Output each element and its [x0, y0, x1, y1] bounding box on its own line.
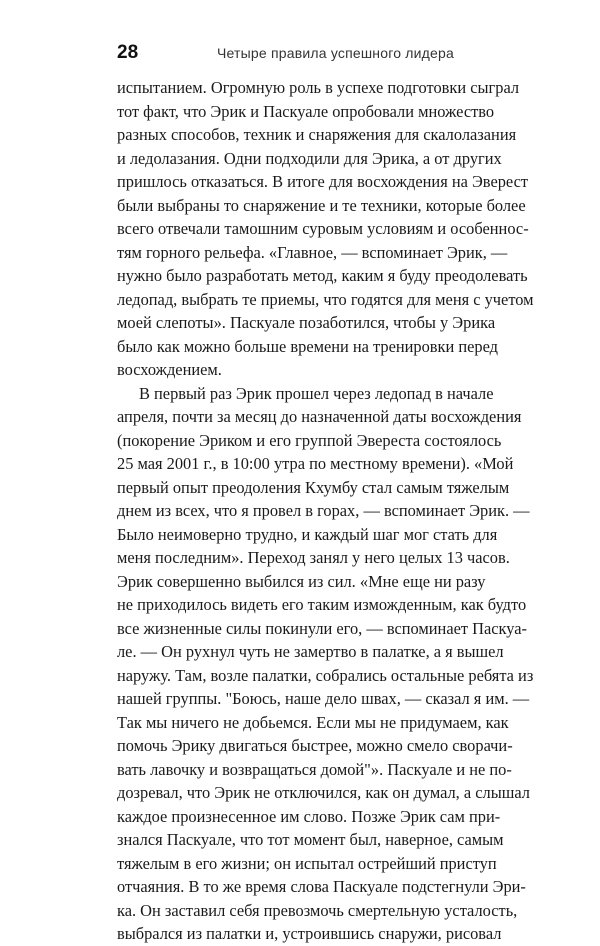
- text-line: ка. Он заставил себя превозмочь смертельную усталость,: [117, 900, 518, 920]
- body-text: [117, 76, 534, 946]
- text-line: помочь Эрику двигаться быстрее, можно смело сворачи-: [117, 736, 513, 755]
- page-header: [117, 42, 487, 66]
- text-line: В первый раз Эрик прошел через ледопад в начале: [139, 383, 494, 403]
- page-number: 28: [117, 42, 139, 63]
- text-line: наружу. Там, возле палатки, собрались остальные ребята из: [117, 665, 534, 685]
- running-title: Четыре правила успешного лидера: [217, 45, 454, 61]
- text-line: Так мы ничего не добьемся. Если мы не придумаем, как: [117, 712, 509, 732]
- text-line: нужно было разработать метод, каким я буду преодолевать: [117, 266, 528, 285]
- text-line: и ледолазания. Одни подходили для Эрика, а от других: [117, 148, 502, 168]
- text-line: тяжелым в его жизни; он испытал острейший приступ: [117, 853, 497, 873]
- text-line: Эрик совершенно выбился из сил. «Мне еще ни разу: [117, 571, 486, 591]
- text-line: отчаяния. В то же время слова Паскуале подстегнули Эри-: [117, 877, 526, 896]
- text-line: тот факт, что Эрик и Паскуале опробовали множество: [117, 101, 495, 121]
- text-line: ле. — Он рухнул чуть не замертво в палатке, а я вышел: [117, 642, 504, 661]
- text-line: меня последним». Переход занял у него целых 13 часов.: [117, 548, 510, 567]
- text-line: всего отвечали тамошним суровым условиям и особеннос-: [117, 219, 529, 238]
- text-line: Было неимоверно трудно, и каждый шаг мог стать для: [117, 524, 498, 544]
- paragraph: [117, 76, 534, 382]
- text-line: восхождением.: [117, 360, 222, 379]
- text-line: все жизненные силы покинули его, — вспоминает Паскуа-: [117, 618, 527, 638]
- paragraph: [117, 382, 534, 946]
- text-line: не приходилось видеть его таким изможденным, как будто: [117, 595, 527, 614]
- text-line: знался Паскуале, что тот момент был, наверное, самым: [117, 830, 504, 849]
- text-line: пришлось отказаться. В итоге для восхождения на Эверест: [117, 172, 529, 191]
- text-line: (покорение Эриком и его группой Эвереста состоялось: [117, 430, 502, 450]
- text-line: моей слепоты». Паскуале позаботился, чтобы у Эрика: [117, 313, 496, 332]
- text-line: ледопад, выбрать те приемы, что годятся для меня с учетом: [117, 289, 534, 309]
- text-line: были выбраны то снаряжение и те техники, которые более: [117, 195, 526, 215]
- text-line: первый опыт преодоления Кхумбу стал самым тяжелым: [117, 477, 510, 497]
- text-line: тям горного рельефа. «Главное, — вспоминает Эрик, —: [117, 242, 508, 262]
- text-line: 25 мая 2001 г., в 10:00 утра по местному времени). «Мой: [117, 454, 514, 473]
- text-line: нашей группы. "Боюсь, наше дело швах, — сказал я им. —: [117, 689, 530, 708]
- text-line: каждое произнесенное им слово. Позже Эрик сам при-: [117, 806, 501, 826]
- text-line: разных способов, техник и снаряжения для скалолазания: [117, 125, 517, 144]
- text-line: испытанием. Огромную роль в успехе подготовки сыграл: [117, 78, 520, 97]
- text-line: выбрался из палатки и, устроившись снаружи, рисовал: [117, 924, 502, 943]
- text-line: было как можно больше времени на тренировки перед: [117, 336, 499, 356]
- text-line: вать лавочку и возвращаться домой"». Паскуале и не по-: [117, 759, 512, 779]
- text-line: днем из всех, что я провел в горах, — вспоминает Эрик. —: [117, 501, 530, 520]
- text-line: дозревал, что Эрик не отключился, как он думал, а слышал: [117, 783, 530, 802]
- text-line: апреля, почти за месяц до назначенной даты восхождения: [117, 407, 522, 426]
